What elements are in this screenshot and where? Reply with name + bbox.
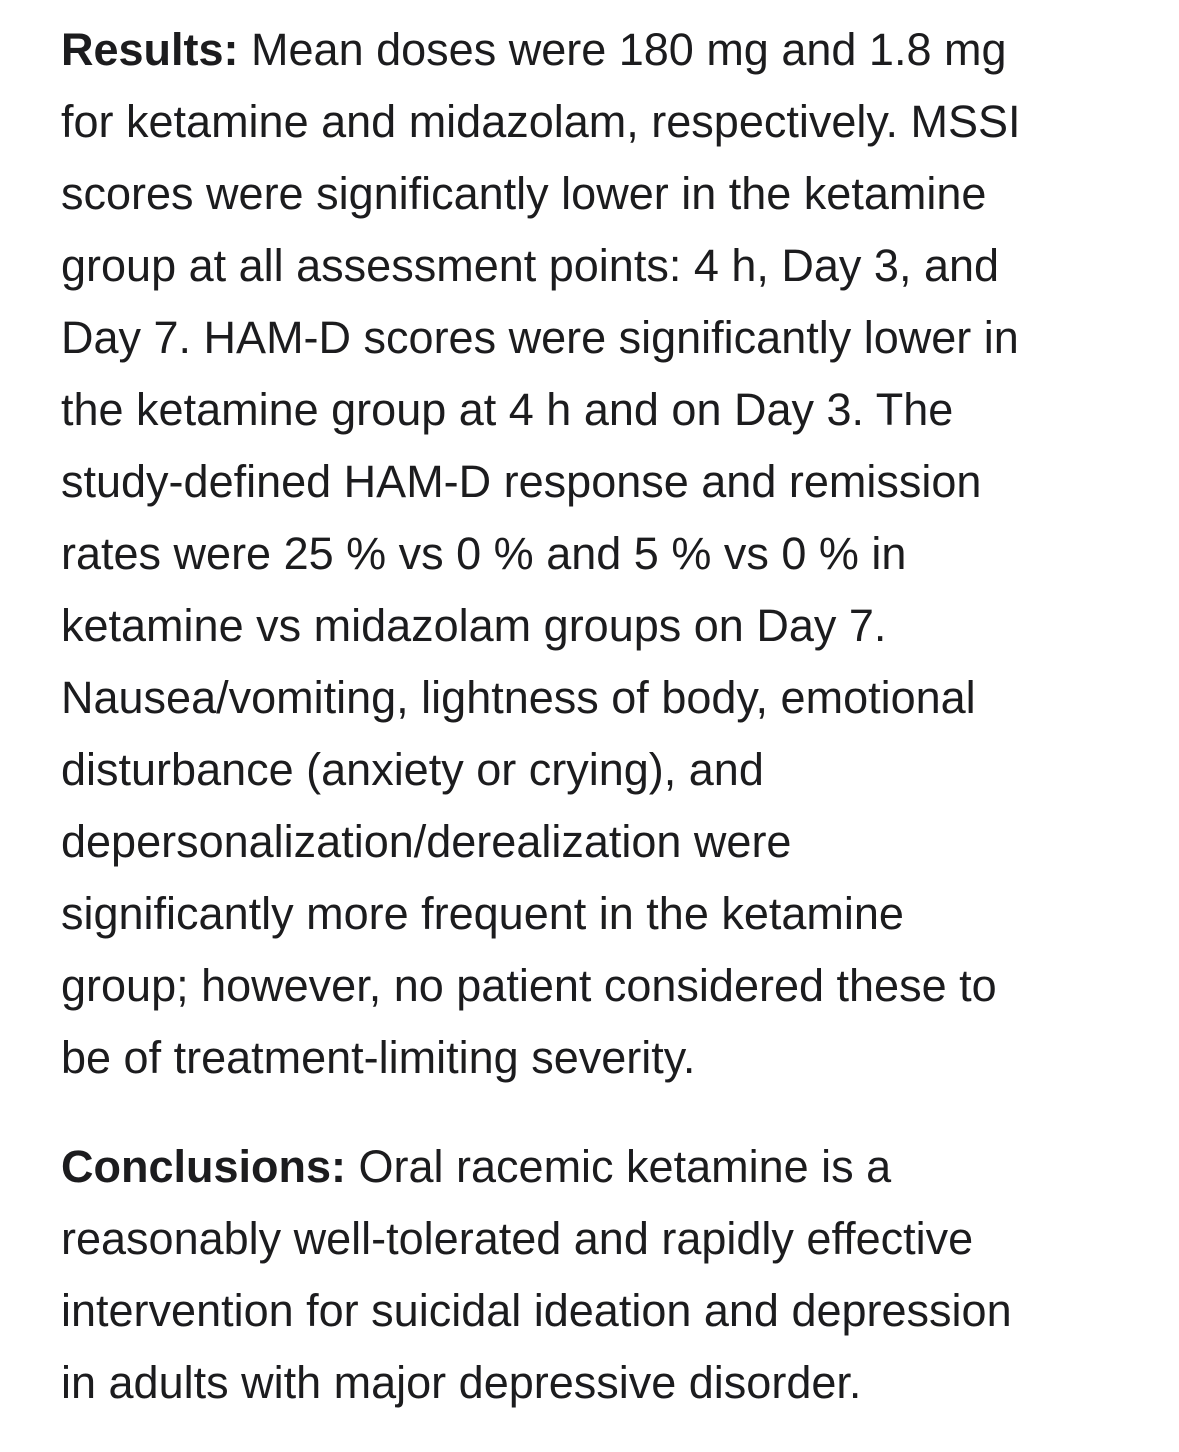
results-line-4: group at all assessment points: 4 h, Day 3, and [61,240,1000,291]
conclusions-line-1 [61,1131,1121,1203]
results-line-8: rates were 25 % vs 0 % and 5 % vs 0 % in [61,528,907,579]
results-line-12: depersonalization/derealization were [61,816,792,867]
conclusions-label: Conclusions: [61,1141,347,1192]
results-line-10: Nausea/vomiting, lightness of body, emotional [61,672,976,723]
conclusions-line-1-text: Oral racemic ketamine is a [346,1141,892,1192]
results-label: Results: [61,24,239,75]
conclusions-paragraph [61,1131,1121,1419]
results-paragraph [61,14,1121,1094]
results-line-11: disturbance (anxiety or crying), and [61,744,764,795]
results-line-1-text: Mean doses were 180 mg and 1.8 mg [238,24,1007,75]
conclusions-line-3: intervention for suicidal ideation and depression [61,1285,1012,1336]
results-line-5: Day 7. HAM-D scores were significantly lower in [61,312,1019,363]
abstract-text [61,14,1121,1419]
results-line-3: scores were significantly lower in the ketamine [61,168,987,219]
conclusions-line-4: in adults with major depressive disorder. [61,1357,862,1408]
results-line-14: group; however, no patient considered these to [61,960,997,1011]
results-line-9: ketamine vs midazolam groups on Day 7. [61,600,887,651]
results-line-1 [61,14,1121,86]
results-line-15: be of treatment-limiting severity. [61,1032,696,1083]
results-line-6: the ketamine group at 4 h and on Day 3. The [61,384,954,435]
results-line-13: significantly more frequent in the ketamine [61,888,904,939]
results-line-7: study-defined HAM-D response and remission [61,456,982,507]
results-line-2: for ketamine and midazolam, respectively. MSSI [61,96,1021,147]
conclusions-line-2: reasonably well-tolerated and rapidly effective [61,1213,974,1264]
